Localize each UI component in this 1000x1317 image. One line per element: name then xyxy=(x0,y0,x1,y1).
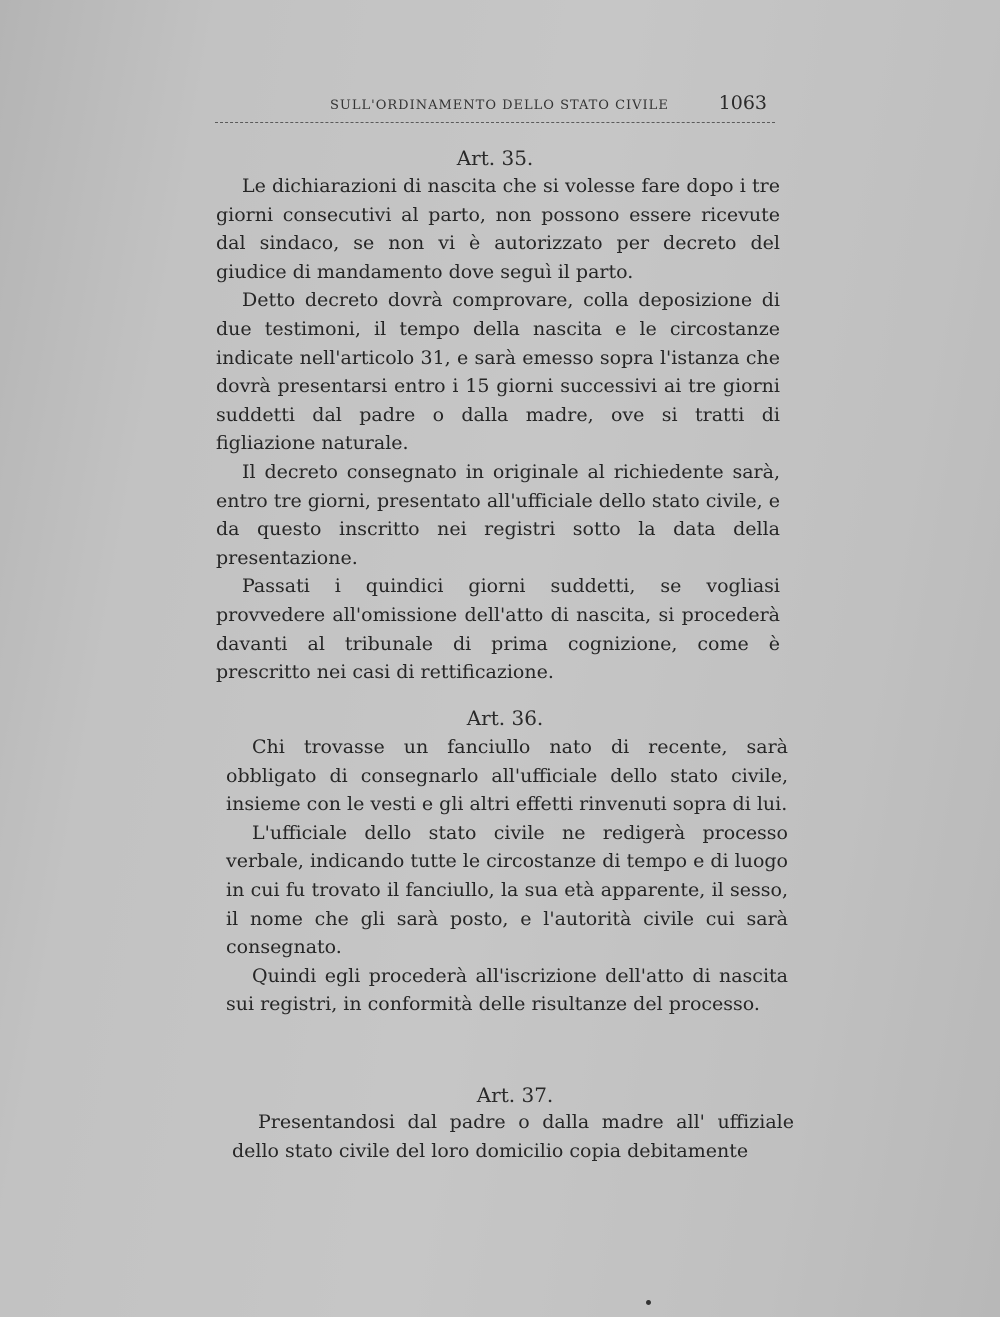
paragraph: Presentandosi dal padre o dalla madre all' uffiziale dello stato civile del loro domicilio copia debitamente xyxy=(232,1111,794,1162)
page-number: 1063 xyxy=(718,92,767,114)
paragraph: Le dichiarazioni di nascita che si volesse fare dopo i tre giorni consecutivi al parto, non possono essere ricevute dal sindaco, se non vi è autorizzato per decreto del giudice di mandamento dove seguì il parto. xyxy=(216,175,780,283)
paragraph: Passati i quindici giorni suddetti, se vogliasi provvedere all'omissione dell'atto di nascita, si procederà davanti al tribunale di prima cognizione, come è prescritto nei casi di rettificazione. xyxy=(216,575,780,684)
paragraph: Il decreto consegnato in originale al richiedente sarà, entro tre giorni, presentato all'ufficiale dello stato civile, e da questo inscritto nei registri sotto la data della presentazione. xyxy=(216,460,780,569)
paragraph: L'ufficiale dello stato civile ne redigerà processo verbale, indicando tutte le circostanze di tempo e di luogo in cui fu trovato il fanciullo, la sua età apparente, il sesso, il nome che gli sarà posto, e l'autorità civile cui sarà consegnato. xyxy=(226,821,788,959)
ink-speck xyxy=(646,1300,651,1305)
paragraph: Quindi egli procederà all'iscrizione dell'atto di nascita sui registri, in conformità delle risultanze del processo. xyxy=(226,964,788,1016)
article-36-body xyxy=(226,733,788,1019)
article-37-body xyxy=(232,1108,794,1165)
paragraph: Chi trovasse un fanciullo nato di recente, sarà obbligato di consegnarlo all'ufficiale dello stato civile, insieme con le vesti e gli altri effetti rinvenuti sopra di lui. xyxy=(226,736,788,816)
paragraph: Detto decreto dovrà comprovare, colla deposizione di due testimoni, il tempo della nascita e le circostanze indicate nell'articolo 31, e sarà emesso sopra l'istanza che dovrà presentarsi entro i 15 giorni successivi ai tre giorni suddetti dal padre o dalla madre, ove si tratti di figliazione naturale. xyxy=(216,289,780,455)
running-head xyxy=(215,90,775,123)
article-35-heading: Art. 35. xyxy=(456,146,534,170)
running-title: SULL'ORDINAMENTO DELLO STATO CIVILE xyxy=(330,98,669,113)
article-36-heading: Art. 36. xyxy=(466,706,544,730)
article-35-body xyxy=(216,172,780,687)
article-37-heading: Art. 37. xyxy=(476,1083,554,1107)
